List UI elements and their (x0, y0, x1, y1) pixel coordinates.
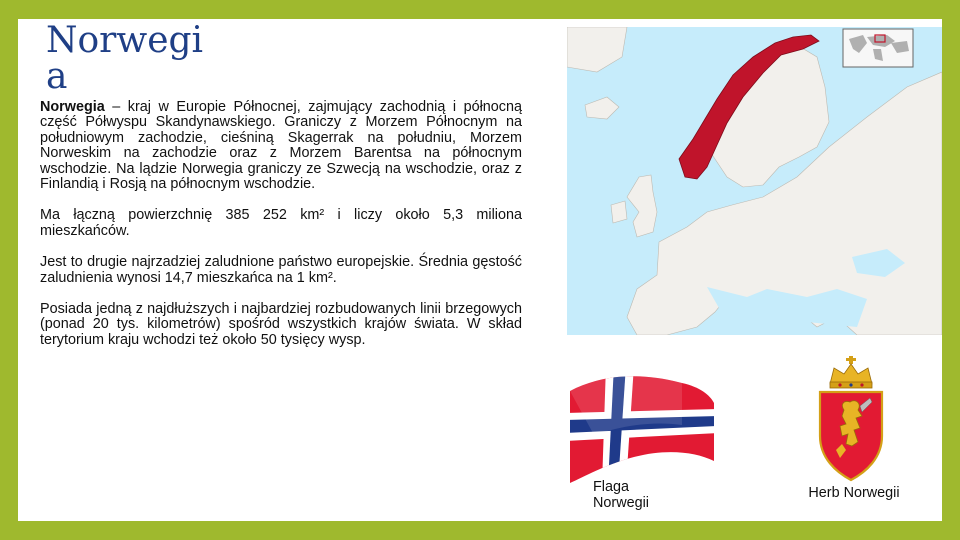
paragraph-density: Jest to drugie najrzadziej zaludnione państwo europejskie. Średnia gęstość zaludnienia wynosi 14,7 mieszkańca na 1 km². (40, 254, 522, 286)
europe-map-image (567, 27, 942, 335)
paragraph-coastline: Posiada jedną z najdłuższych i najbardziej rozbudowanych linii brzegowych (ponad 20 tys. kilometrów) spośród wszystkich krajów świata. W skład terytorium kraju wchodzi też około 50 tysięcy wysp. (40, 301, 522, 348)
paragraph-area: Ma łączną powierzchnię 385 252 km² i liczy około 5,3 miliona mieszkańców. (40, 207, 522, 239)
intro-lead: Norwegia (40, 99, 105, 115)
slide-title: Norwegia (46, 20, 204, 97)
norway-coat-of-arms-image (816, 354, 886, 482)
intro-text: – kraj w Europie Północnej, zajmujący zachodnią i północną część Półwyspu Skandynawskiego. Graniczy z Morzem Północnym na południowym zachodzie, cieśniną Skagerrak na południu, Morzem Norweskim na zachodzie oraz z Morzem Barentsa na północnym wschodzie. Na lądzie Norwegia graniczy ze Szwecją na wschodzie, oraz z Finlandią i Rosją na północnym wschodzie. (40, 99, 522, 193)
slide (18, 19, 942, 521)
norway-flag-image (564, 365, 718, 485)
paragraph-intro (40, 100, 522, 192)
caption-herb: Herb Norwegii (808, 485, 900, 501)
slide-body (40, 100, 522, 364)
caption-flag: Flaga Norwegii (593, 479, 649, 511)
world-inset-map (843, 29, 913, 67)
